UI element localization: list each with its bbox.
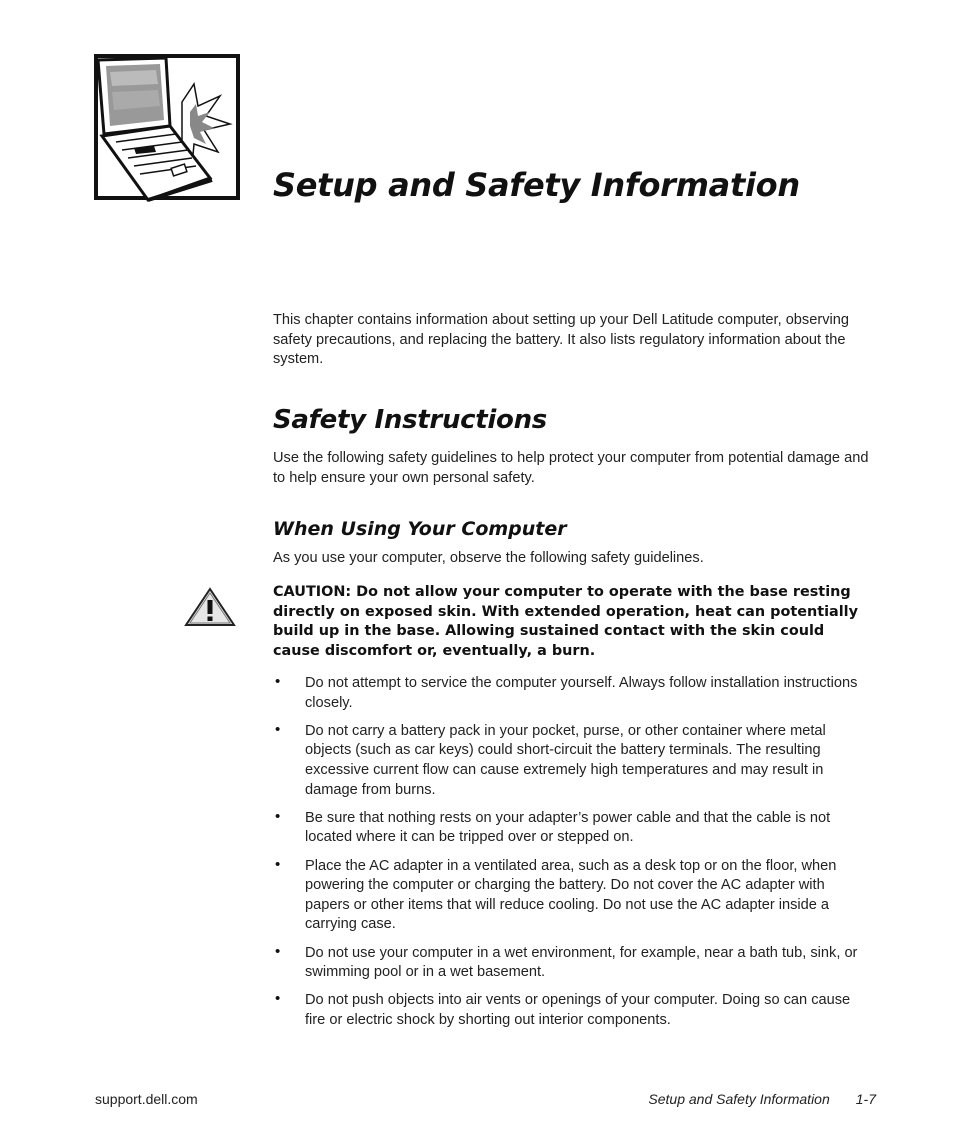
bullet-icon: •	[275, 942, 281, 960]
subsection-heading: When Using Your Computer	[273, 518, 567, 540]
list-item-text: Do not carry a battery pack in your pocket, purse, or other container where metal objects (such as car keys) could short-circuit the battery terminals. The resulting excessive current flow can cause extremely high temperatures and may result in damage from burns.	[305, 722, 826, 798]
intro-paragraph: This chapter contains information about setting up your Dell Latitude computer, observing safety precautions, and replacing the battery. It also lists regulatory information about the system.	[273, 312, 849, 368]
bullet-icon: •	[275, 807, 281, 825]
list-item	[273, 857, 873, 935]
bullet-icon: •	[275, 673, 281, 690]
caution-triangle-icon	[184, 587, 236, 627]
list-item-text: Do not attempt to service the computer yourself. Always follow installation instructions closely.	[305, 675, 858, 711]
list-item	[273, 674, 873, 713]
footer-website: support.dell.com	[95, 1091, 198, 1107]
list-item	[273, 722, 873, 800]
laptop-icon	[94, 54, 240, 202]
chapter-title: Setup and Safety Information	[273, 166, 800, 204]
section-intro: Use the following safety guidelines to help protect your computer from potential damage and to help ensure your own personal safety.	[273, 450, 869, 486]
bullet-icon: •	[275, 855, 281, 873]
section-heading: Safety Instructions	[273, 405, 547, 435]
list-item	[273, 809, 873, 848]
bullet-icon: •	[275, 720, 281, 738]
list-item	[273, 944, 873, 983]
page-number: 1-7	[855, 1091, 876, 1107]
list-item-text: Do not push objects into air vents or openings of your computer. Doing so can cause fire or electric shock by shorting out interior components.	[305, 992, 851, 1028]
footer-chapter-title: Setup and Safety Information	[648, 1091, 830, 1107]
safety-guidelines-list	[273, 674, 873, 1039]
list-item-text: Do not use your computer in a wet environment, for example, near a bath tub, sink, or swimming pool or in a wet basement.	[305, 944, 858, 981]
subsection-intro: As you use your computer, observe the following safety guidelines.	[273, 550, 704, 566]
bullet-icon: •	[275, 990, 281, 1008]
footer-running-title	[648, 1091, 876, 1107]
list-item-text: Be sure that nothing rests on your adapter’s power cable and that the cable is not located where it can be tripped over or stepped on.	[305, 809, 831, 846]
list-item	[273, 991, 873, 1030]
caution-text: CAUTION: Do not allow your computer to operate with the base resting directly on exposed skin. With extended operation, heat can potentially build up in the base. Allowing sustained contact with the skin could cause discomfort or, eventually, a burn.	[273, 584, 858, 659]
list-item-text: Place the AC adapter in a ventilated area, such as a desk top or on the floor, when powering the computer or charging the battery. Do not cover the AC adapter with papers or other items that will reduce cooling. Do not use the AC adapter inside a carrying case.	[305, 857, 837, 933]
